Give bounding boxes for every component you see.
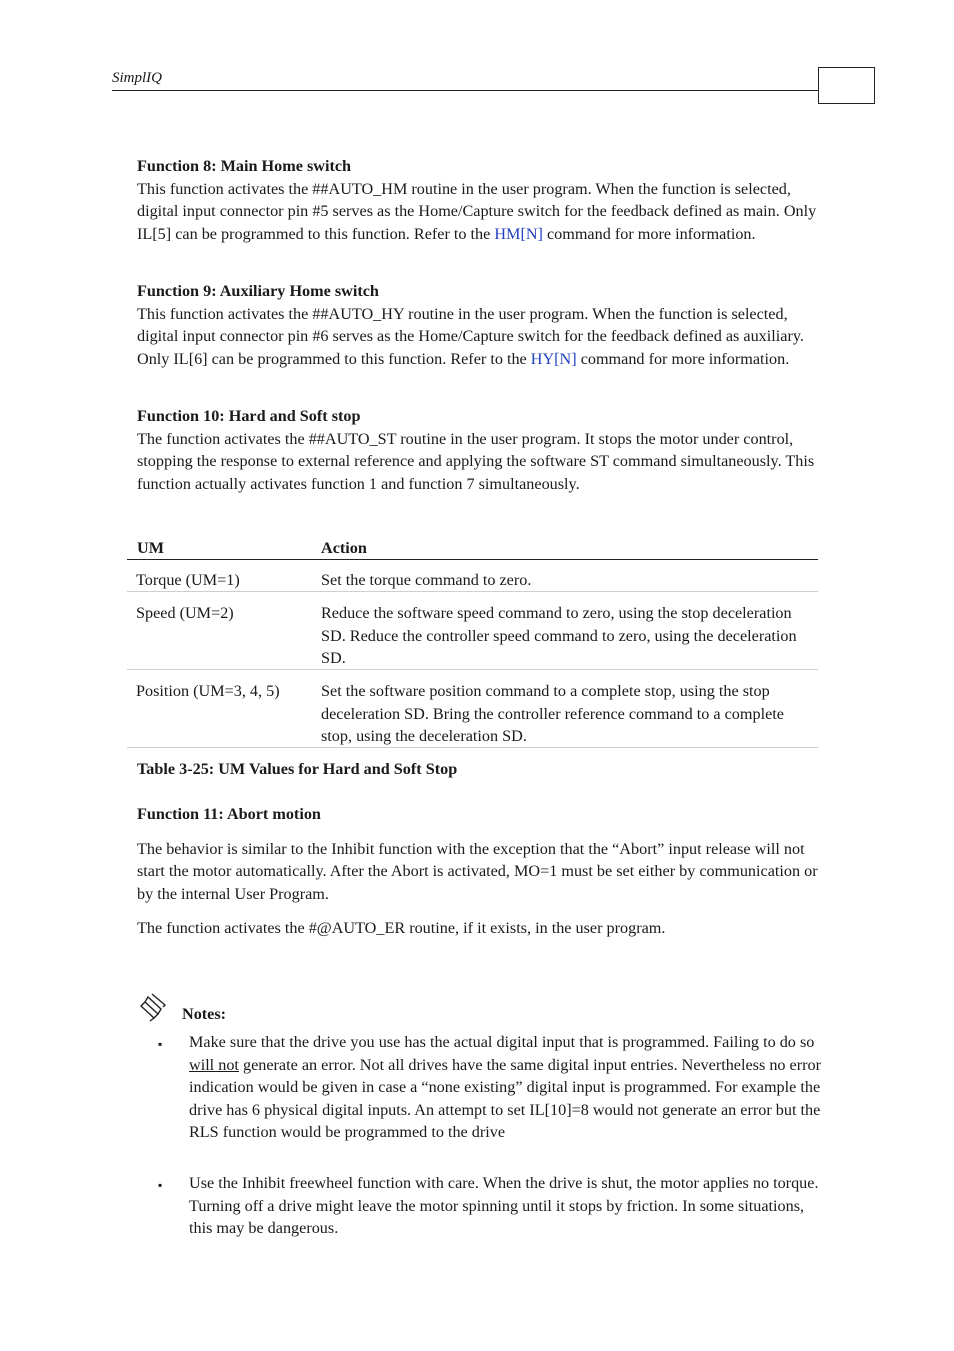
notes-title: Notes: (182, 1005, 227, 1023)
table-cell-action: Set the software position command to a complete stop, using the stop deceleration SD. Bring the controller reference command to a complete stop, using the deceleration SD. (321, 682, 784, 746)
note-item: Use the Inhibit freewheel function with care. When the drive is shut, the motor applies no torque. Turning off a drive might leave the motor spinning until it stops by friction. In some situations, this may be dangerous. (189, 1174, 819, 1238)
paragraph-text: command for more information. (576, 349, 790, 368)
section-heading: Function 9: Auxiliary Home switch (137, 282, 379, 300)
hm-command-link[interactable]: HM[N] (494, 224, 543, 243)
section-paragraph: The function activates the #@AUTO_ER routine, if it exists, in the user program. (137, 919, 666, 938)
table-row-rule (127, 669, 818, 670)
note-emphasis: will not (189, 1055, 239, 1074)
section-paragraph (137, 178, 821, 246)
hy-command-link[interactable]: HY[N] (530, 349, 577, 368)
section-heading: Function 8: Main Home switch (137, 157, 352, 175)
section-heading: Function 11: Abort motion (137, 805, 321, 823)
paragraph-text: This function activates the ##AUTO_HY routine in the user program. When the function is selected, digital input connector pin #6 serves as the Home/Capture switch for the feedback defined as auxiliary. Only IL[6] can be programmed to this function. Refer to the (137, 304, 804, 368)
section-function-10 (137, 405, 821, 495)
paragraph-text: command for more information. (542, 224, 756, 243)
section-paragraph (137, 303, 821, 371)
pen-note-icon (138, 992, 168, 1022)
table-cell-um: Position (UM=3, 4, 5) (136, 682, 280, 700)
note-text: Make sure that the drive you use has the actual digital input that is programmed. Failing to do so (189, 1033, 815, 1051)
note-item (189, 1031, 902, 1144)
bullet-icon: ▪ (158, 1178, 163, 1192)
table-caption: Table 3-25: UM Values for Hard and Soft Stop (137, 760, 458, 778)
column-header-um: UM (137, 539, 164, 557)
header-rule (112, 90, 818, 91)
paragraph-text: This function activates the ##AUTO_HM routine in the user program. When the function is selected, digital input connector pin #5 serves as the Home/Capture switch for the feedback defined as main. Only IL[5] can be programmed to this function. Refer to the (137, 179, 817, 243)
table-cell-um: Speed (UM=2) (136, 604, 234, 622)
table-cell-um: Torque (UM=1) (136, 571, 240, 589)
section-function-9 (137, 280, 821, 370)
bullet-icon: ▪ (158, 1037, 163, 1051)
section-paragraph: The behavior is similar to the Inhibit function with the exception that the “Abort” input release will not start the motor automatically. After the Abort is activated, MO=1 must be set either by communication or by the internal User Program. (137, 839, 818, 903)
column-header-action: Action (321, 539, 367, 557)
page-number-box (818, 67, 875, 104)
section-function-11 (137, 803, 821, 940)
section-paragraph: The function activates the ##AUTO_ST routine in the user program. It stops the motor under control, stopping the response to external reference and applying the software ST command simultaneously. This function actually activates function 1 and function 7 simultaneously. (137, 429, 815, 493)
table-row-rule (127, 591, 818, 592)
section-function-8 (137, 155, 821, 245)
table-cell-action: Reduce the software speed command to zero, using the stop deceleration SD. Reduce the controller speed command to zero, using the deceleration SD. (321, 604, 797, 668)
table-header-rule (127, 559, 818, 560)
note-text: generate an error. Not all drives have the same digital input entries. Nevertheless no error indication would be given in case a “none existing” digital input is programmed. For example the drive has 6 physical digital inputs. An attempt to set IL[10]=8 would not generate an error but the RLS function would be programmed to the drive (189, 1055, 902, 1142)
table-bottom-rule (127, 747, 818, 748)
running-header-title: SimplIQ (112, 70, 162, 86)
section-heading: Function 10: Hard and Soft stop (137, 407, 361, 425)
table-cell-action: Set the torque command to zero. (321, 571, 532, 589)
